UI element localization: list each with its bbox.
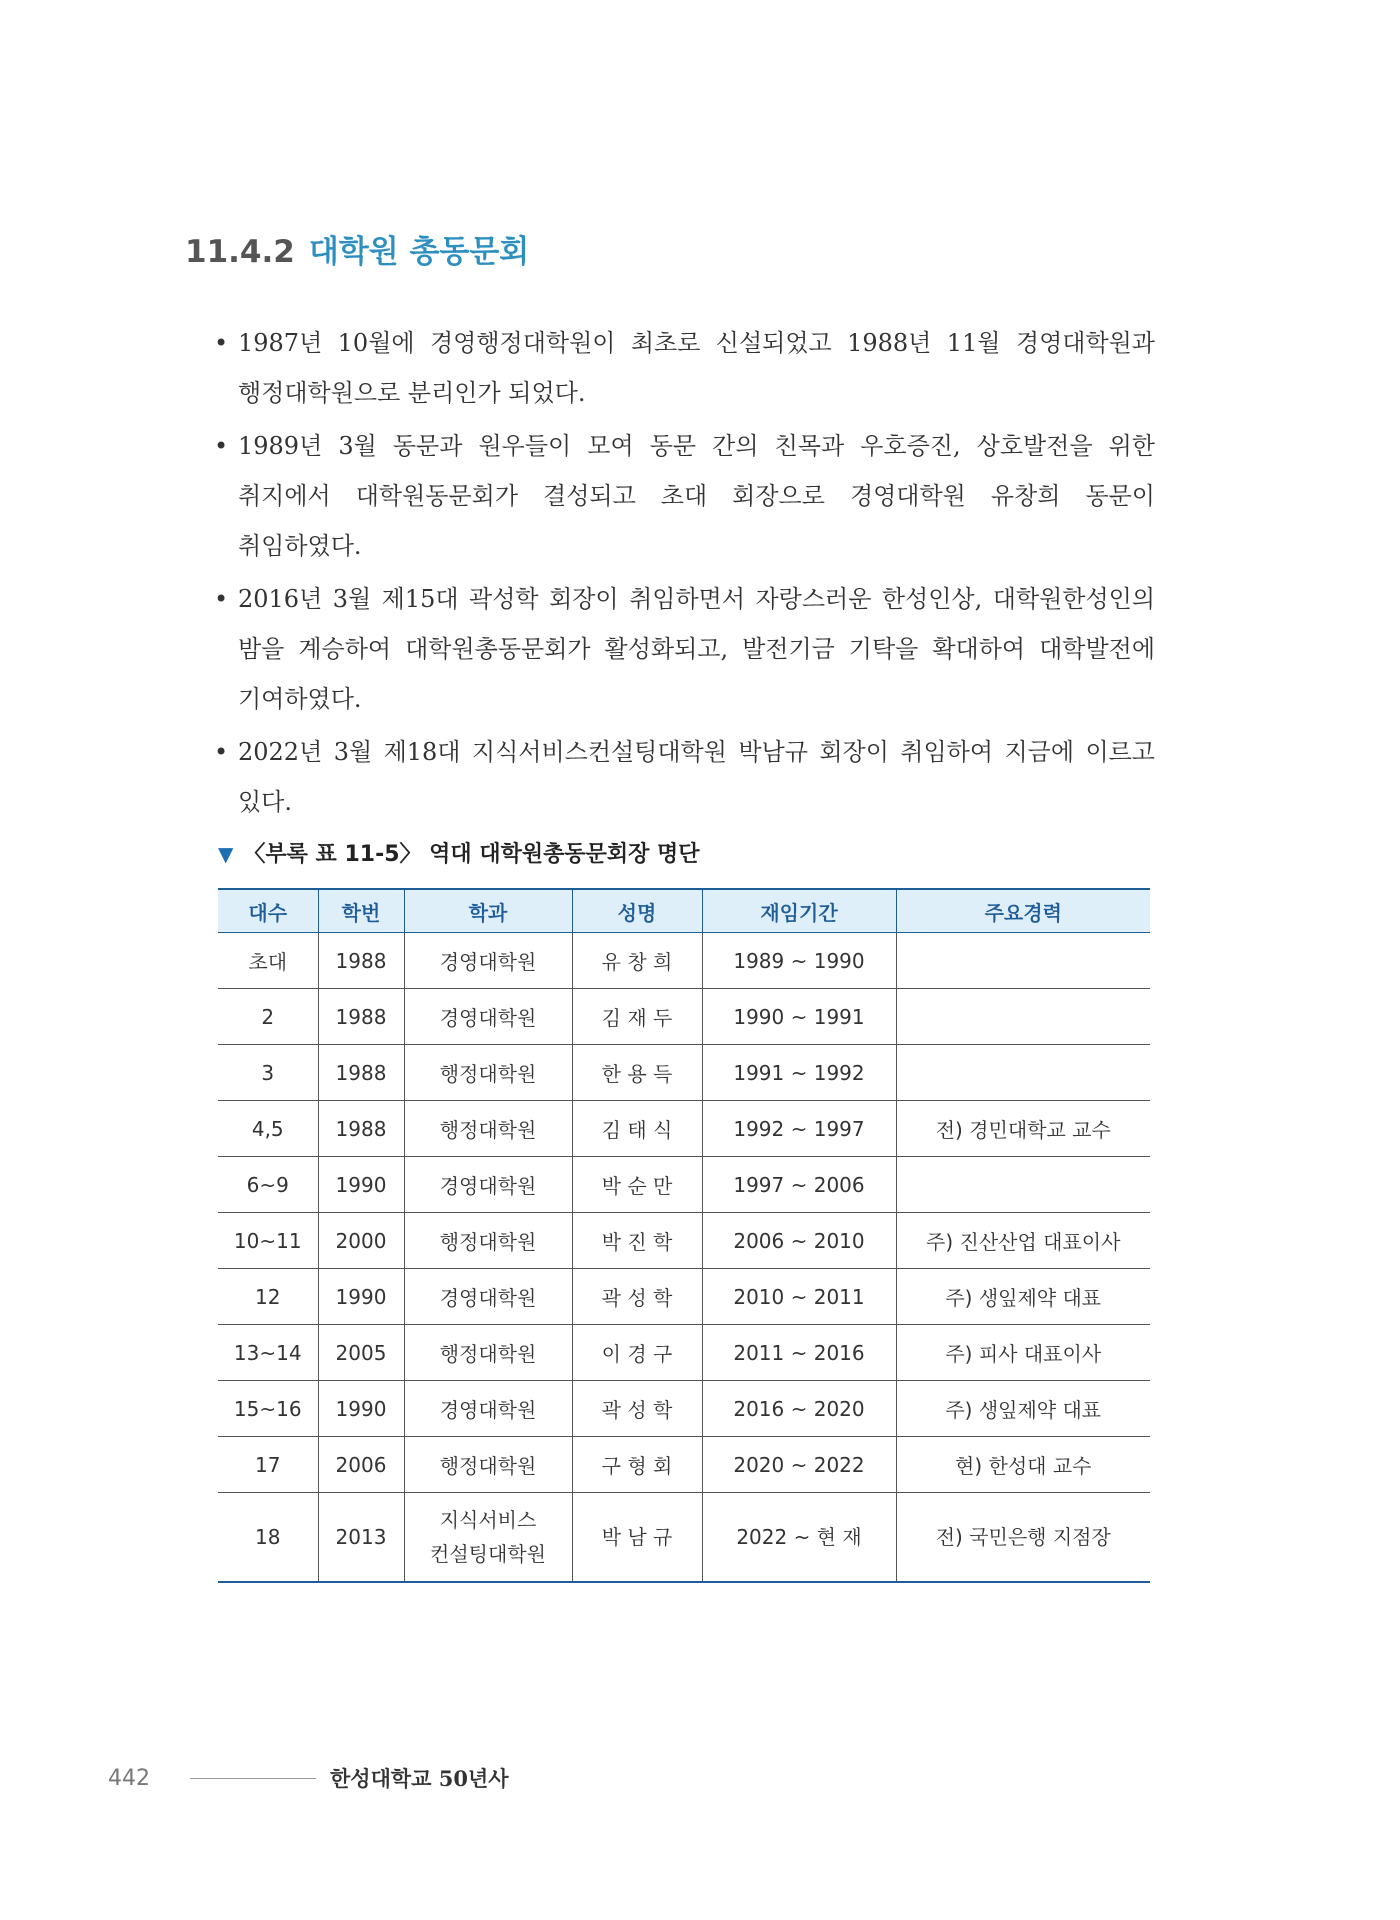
cell-dept — [404, 1493, 572, 1583]
cell-career — [896, 1157, 1150, 1213]
cell-term: 2011 ~ 2016 — [702, 1325, 896, 1381]
cell-no: 12 — [218, 1269, 318, 1325]
table-row — [218, 1213, 1150, 1269]
cell-career — [896, 1045, 1150, 1101]
table-row — [218, 1157, 1150, 1213]
cell-term: 1989 ~ 1990 — [702, 933, 896, 989]
cell-year: 2006 — [318, 1437, 404, 1493]
cell-year: 1988 — [318, 933, 404, 989]
cell-dept: 행정대학원 — [404, 1213, 572, 1269]
cell-no: 10~11 — [218, 1213, 318, 1269]
cell-name: 박 진 학 — [572, 1213, 702, 1269]
table-header-row — [218, 889, 1150, 933]
cell-dept: 행정대학원 — [404, 1101, 572, 1157]
cell-year: 1990 — [318, 1381, 404, 1437]
cell-dept: 행정대학원 — [404, 1325, 572, 1381]
cell-year: 1990 — [318, 1269, 404, 1325]
cell-term: 1992 ~ 1997 — [702, 1101, 896, 1157]
triangle-down-icon: ▼ — [218, 842, 234, 866]
cell-term: 2016 ~ 2020 — [702, 1381, 896, 1437]
cell-year: 1990 — [318, 1157, 404, 1213]
table-row — [218, 1101, 1150, 1157]
header-cell: 주요경력 — [896, 889, 1150, 933]
table-caption — [218, 837, 700, 868]
cell-dept: 행정대학원 — [404, 1437, 572, 1493]
cell-name: 구 형 회 — [572, 1437, 702, 1493]
cell-career: 주) 피사 대표이사 — [896, 1325, 1150, 1381]
cell-term: 1991 ~ 1992 — [702, 1045, 896, 1101]
cell-career: 현) 한성대 교수 — [896, 1437, 1150, 1493]
table-caption-text: 〈부록 표 11-5〉 역대 대학원총동문회장 명단 — [243, 842, 700, 867]
cell-year: 1988 — [318, 1101, 404, 1157]
cell-year: 1988 — [318, 1045, 404, 1101]
cell-year: 1988 — [318, 989, 404, 1045]
cell-no: 15~16 — [218, 1381, 318, 1437]
cell-name: 유 창 희 — [572, 933, 702, 989]
table-row — [218, 933, 1150, 989]
header-cell: 대수 — [218, 889, 318, 933]
cell-no: 3 — [218, 1045, 318, 1101]
cell-no: 초대 — [218, 933, 318, 989]
footer-divider — [190, 1778, 316, 1779]
cell-career: 전) 경민대학교 교수 — [896, 1101, 1150, 1157]
cell-name: 한 용 득 — [572, 1045, 702, 1101]
cell-year: 2005 — [318, 1325, 404, 1381]
bullet-item: • 2016년 3월 제15대 곽성학 회장이 취임하면서 자랑스러운 한성인상, 대학원한성인의 밤을 계승하여 대학원총동문회가 활성화되고, 발전기금 기탁을 확대하여 대학발전에 기여하였다. — [210, 574, 1155, 724]
cell-no: 2 — [218, 989, 318, 1045]
cell-career: 주) 진산산업 대표이사 — [896, 1213, 1150, 1269]
cell-term: 2010 ~ 2011 — [702, 1269, 896, 1325]
cell-career — [896, 933, 1150, 989]
cell-career: 주) 생잎제약 대표 — [896, 1381, 1150, 1437]
cell-term: 1997 ~ 2006 — [702, 1157, 896, 1213]
cell-name: 김 태 식 — [572, 1101, 702, 1157]
page-number: 442 — [108, 1765, 150, 1791]
cell-name: 곽 성 학 — [572, 1381, 702, 1437]
cell-no: 17 — [218, 1437, 318, 1493]
cell-dept: 경영대학원 — [404, 933, 572, 989]
table-row — [218, 989, 1150, 1045]
cell-no: 6~9 — [218, 1157, 318, 1213]
book-title: 한성대학교 50년사 — [330, 1766, 509, 1791]
table-row — [218, 1437, 1150, 1493]
table-row — [218, 1045, 1150, 1101]
cell-name: 곽 성 학 — [572, 1269, 702, 1325]
cell-name: 박 순 만 — [572, 1157, 702, 1213]
table-row — [218, 1381, 1150, 1437]
header-cell: 재임기간 — [702, 889, 896, 933]
bullet-item: • 1989년 3월 동문과 원우들이 모여 동문 간의 친목과 우호증진, 상호발전을 위한 취지에서 대학원동문회가 결성되고 초대 회장으로 경영대학원 유창희 동문이 취임하였다. — [210, 421, 1155, 571]
cell-name: 이 경 구 — [572, 1325, 702, 1381]
president-roster-table — [218, 888, 1150, 1583]
cell-no: 18 — [218, 1493, 318, 1583]
header-cell: 학과 — [404, 889, 572, 933]
cell-dept: 경영대학원 — [404, 1269, 572, 1325]
dept-line: 지식서비스 — [439, 1508, 537, 1532]
bullet-list — [210, 318, 1155, 830]
header-cell: 성명 — [572, 889, 702, 933]
section-number: 11.4.2 — [185, 234, 295, 270]
table-row — [218, 1269, 1150, 1325]
table-row — [218, 1493, 1150, 1583]
cell-no: 13~14 — [218, 1325, 318, 1381]
cell-name: 박 남 규 — [572, 1493, 702, 1583]
table-row — [218, 1325, 1150, 1381]
cell-term: 2006 ~ 2010 — [702, 1213, 896, 1269]
cell-year: 2013 — [318, 1493, 404, 1583]
header-cell: 학번 — [318, 889, 404, 933]
cell-name: 김 재 두 — [572, 989, 702, 1045]
cell-career — [896, 989, 1150, 1045]
section-name: 대학원 총동문회 — [308, 234, 530, 270]
cell-term: 2022 ~ 현 재 — [702, 1493, 896, 1583]
cell-year: 2000 — [318, 1213, 404, 1269]
cell-career: 주) 생잎제약 대표 — [896, 1269, 1150, 1325]
cell-term: 1990 ~ 1991 — [702, 989, 896, 1045]
dept-line: 컨설팅대학원 — [430, 1542, 546, 1566]
cell-no: 4,5 — [218, 1101, 318, 1157]
cell-dept: 행정대학원 — [404, 1045, 572, 1101]
bullet-item: • 1987년 10월에 경영행정대학원이 최초로 신설되었고 1988년 11월 경영대학원과 행정대학원으로 분리인가 되었다. — [210, 318, 1155, 418]
cell-career: 전) 국민은행 지점장 — [896, 1493, 1150, 1583]
section-title — [185, 226, 529, 271]
cell-dept: 경영대학원 — [404, 1157, 572, 1213]
cell-dept: 경영대학원 — [404, 1381, 572, 1437]
cell-term: 2020 ~ 2022 — [702, 1437, 896, 1493]
page-footer — [108, 1763, 509, 1793]
cell-dept: 경영대학원 — [404, 989, 572, 1045]
bullet-item: • 2022년 3월 제18대 지식서비스컨설팅대학원 박남규 회장이 취임하여 지금에 이르고 있다. — [210, 727, 1155, 827]
